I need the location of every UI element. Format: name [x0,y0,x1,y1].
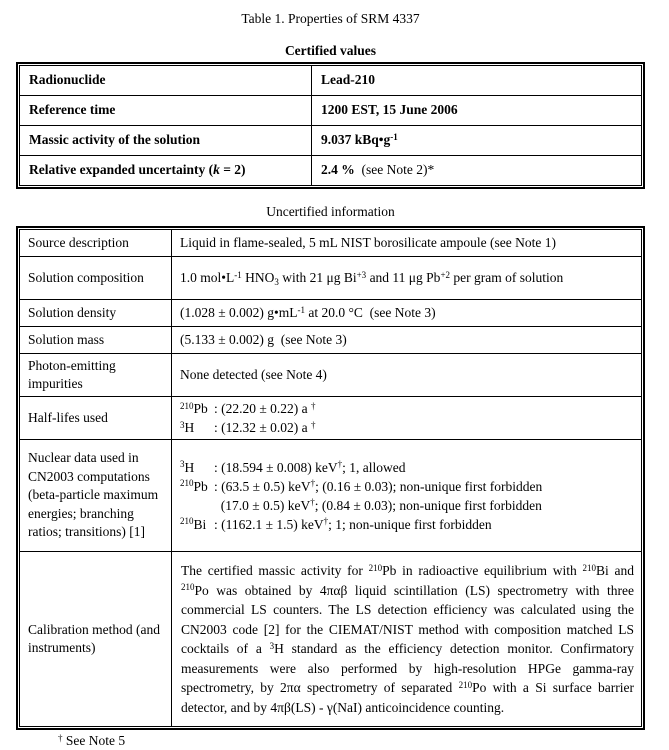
half-life-line [180,399,633,418]
row-value [172,397,642,440]
row-label: Half-lifes used [20,397,172,440]
row-label: Reference time [20,96,312,126]
certified-values-heading: Certified values [284,43,377,58]
half-life-line [180,418,633,437]
isotope-label: $^{210}$Pb [180,478,208,494]
row-label: Solution composition [20,257,172,300]
table-row [20,126,642,156]
isotope-label: $^{210}$Bi [180,516,207,532]
calibration-paragraph: The certified massic activity for $^{210}$Pb in radioactive equilibrium with $^{210}$Bi and $^{210}$Po was obtained by 4παβ liquid scintillation (LS) spectrometry with three commercial LS counters. The LS detection efficiency was calculated using the CN2003 code [2] for the CIEMAT/NIST method with composition matched LS cocktails of a $^3$H standard as the efficiency detection monitor. Confirmatory measurements were also performed by high-resolution HPGe gamma-ray spectrometry, by 2πα spectrometry of separated $^{210}$Po with a Si surface barrier detector, and by 4πβ(LS) - γ(NaI) anticoincidence counting. [172,552,642,727]
row-label: Source description [20,230,172,257]
isotope-label: $^{210}$Pb [180,400,208,416]
nuclear-data-value: : (63.5 ± 0.5) keV†; (0.16 ± 0.03); non-unique first forbidden [214,478,543,494]
table-row [20,552,642,727]
row-label: Solution density [20,300,172,327]
row-label: Solution mass [20,327,172,354]
nuclear-data-value: : (18.594 ± 0.008) keV†; 1, allowed [214,459,406,475]
row-value: None detected (see Note 4) [172,354,642,397]
uncertified-information-table-border [16,226,645,730]
isotope-label: $^3$H [180,459,195,475]
document-title: Table 1. Properties of SRM 4337 [241,11,420,26]
row-label: Massic activity of the solution [20,126,312,156]
uncertified-information-heading: Uncertified information [266,204,395,219]
half-life-value: : (22.20 ± 0.22) a † [214,400,316,416]
table-row [20,354,642,397]
certified-values-table-border [16,62,645,189]
row-value: 1.0 $mol•L^{-1}$ $HNO_3$ with 21 μg $Bi^{+3}$ and 11 μg $Pb^{+2}$ per gram of solution [172,257,642,300]
uncertified-information-table [19,229,642,727]
nuclear-data-line [180,477,633,496]
table-row [20,300,642,327]
row-value: (5.133 ± 0.002) g (see Note 3) [172,327,642,354]
table-row [20,440,642,552]
dagger-footnote: † See Note 5 [58,732,126,748]
row-value: 2.4 % (see Note 2)* [312,156,642,186]
row-label: Nuclear data used in CN2003 computations (beta-particle maximum energies; branching ratios; transitions) [1] [20,440,172,552]
row-value: 1200 EST, 15 June 2006 [312,96,642,126]
table-row [20,66,642,96]
nuclear-data-value: (17.0 ± 0.5) keV†; (0.84 ± 0.03); non-unique first forbidden [214,497,542,513]
certified-values-table [19,65,642,186]
isotope-label: $^3$H [180,419,195,435]
row-value: Liquid in flame-sealed, 5 mL NIST borosilicate ampoule (see Note 1) [172,230,642,257]
row-value: (1.028 ± 0.002) $g•mL^{-1}$ at 20.0 °C (see Note 3) [172,300,642,327]
row-value: 9.037 $kBq•g^{-1}$ [312,126,642,156]
row-value: Lead-210 [312,66,642,96]
table-row [20,96,642,126]
half-life-value: : (12.32 ± 0.02) a † [214,419,316,435]
table-row [20,257,642,300]
table-row [20,327,642,354]
table-row [20,156,642,186]
nuclear-data-line [180,515,633,534]
nuclear-data-line [180,496,633,515]
row-label: Relative expanded uncertainty (k = 2) [20,156,312,186]
nuclear-data-line [180,458,633,477]
row-label: Calibration method (and instruments) [20,552,172,727]
table-row [20,397,642,440]
row-label: Photon-emitting impurities [20,354,172,397]
nuclear-data-value: : (1162.1 ± 1.5) keV†; 1; non-unique first forbidden [214,516,492,532]
table-row [20,230,642,257]
row-value [172,440,642,552]
row-label: Radionuclide [20,66,312,96]
